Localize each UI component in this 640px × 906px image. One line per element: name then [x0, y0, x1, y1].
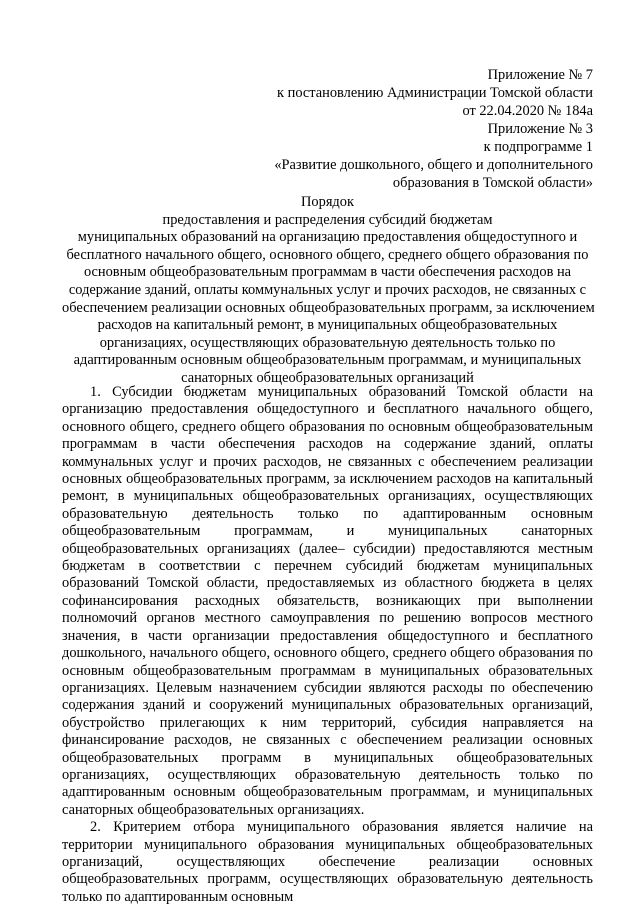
title-line: Порядок: [301, 194, 354, 210]
document-title: [62, 194, 593, 388]
title-line: адаптированным основным общеобразовательным программам, и муниципальных: [73, 352, 582, 369]
decree-date: от 22.04.2020 № 184а: [462, 103, 593, 119]
subprogram-name-line1: «Развитие дошкольного, общего и дополнительного: [274, 157, 593, 173]
subprogram-reference: к подпрограмме 1: [483, 139, 593, 155]
subprogram-name-line2: образования в Томской области»: [392, 175, 593, 191]
title-line: муниципальных образований на организацию предоставления общедоступного и: [77, 229, 578, 246]
decree-reference: к постановлению Администрации Томской области: [277, 85, 593, 101]
title-line: обеспечением реализации основных общеобразовательных программ, за исключением: [62, 299, 595, 316]
title-line: организациях, осуществляющих образовательную деятельность только по: [99, 334, 556, 351]
title-line: расходов на капитальный ремонт, в муниципальных общеобразовательных: [97, 317, 558, 334]
appendix-number-secondary: Приложение № 3: [487, 121, 593, 137]
title-line: содержание зданий, оплаты коммунальных услуг и прочих расходов, не связанных с: [68, 281, 587, 298]
title-line: санаторных общеобразовательных организаций: [181, 369, 474, 386]
title-line: предоставления и распределения субсидий бюджетам: [162, 211, 493, 228]
document-body: [62, 384, 593, 906]
title-line: бесплатного начального общего, основного общего, среднего общего образования по: [66, 246, 589, 263]
title-line: основным общеобразовательным программам в части обеспечения расходов на: [83, 264, 572, 281]
appendix-number: Приложение № 7: [487, 67, 593, 83]
paragraph-2: 2. Критерием отбора муниципального образования является наличие на территории муниципального образования муниципальных общеобразовательных организаций, осуществляющих обеспечение реализации основных общеобразовательных программ, осуществляющих образовательную деятельность только по адаптированным основным: [62, 819, 593, 905]
paragraph-1: 1. Субсидии бюджетам муниципальных образований Томской области на организацию предоставления общедоступного и бесплатного начального общего, основного общего, среднего общего образования по основным общеобразовательным программам в части обеспечения расходов на содержание зданий, оплаты коммунальных услуг и прочих расходов, не связанных с обеспечением реализации основных общеобразовательных программ, за исключением расходов на капитальный ремонт, в муниципальных общеобразовательных организациях, осуществляющих образовательную деятельность только по адаптированным основным общеобразовательным программам, и муниципальных санаторных общеобразовательных организациях (далее– субсидии) предоставляются местным бюджетам в соответствии с перечнем субсидий бюджетам муниципальных образований Томской области, предоставляемых из областного бюджета в целях софинансирования расходных обязательств, возникающих при выполнении полномочий органов местного самоуправления по решению вопросов местного значения, в части организации предоставления общедоступного и бесплатного дошкольного, начального общего, основного общего, среднего общего образования по основным общеобразовательным программам в муниципальных образовательных организациях. Целевым назначением субсидии являются расходы по обеспечению содержания зданий и сооружений муниципальных образовательных организаций, обустройство прилегающих к ним территорий, субсидия направляется на финансирование расходов, не связанных с обеспечением реализации основных общеобразовательных программ в муниципальных общеобразовательных организациях, осуществляющих образовательную деятельность только по адаптированным основным общеобразовательным программам, и муниципальных санаторных общеобразовательных организациях.: [62, 384, 593, 818]
appendix-header: [173, 66, 593, 192]
